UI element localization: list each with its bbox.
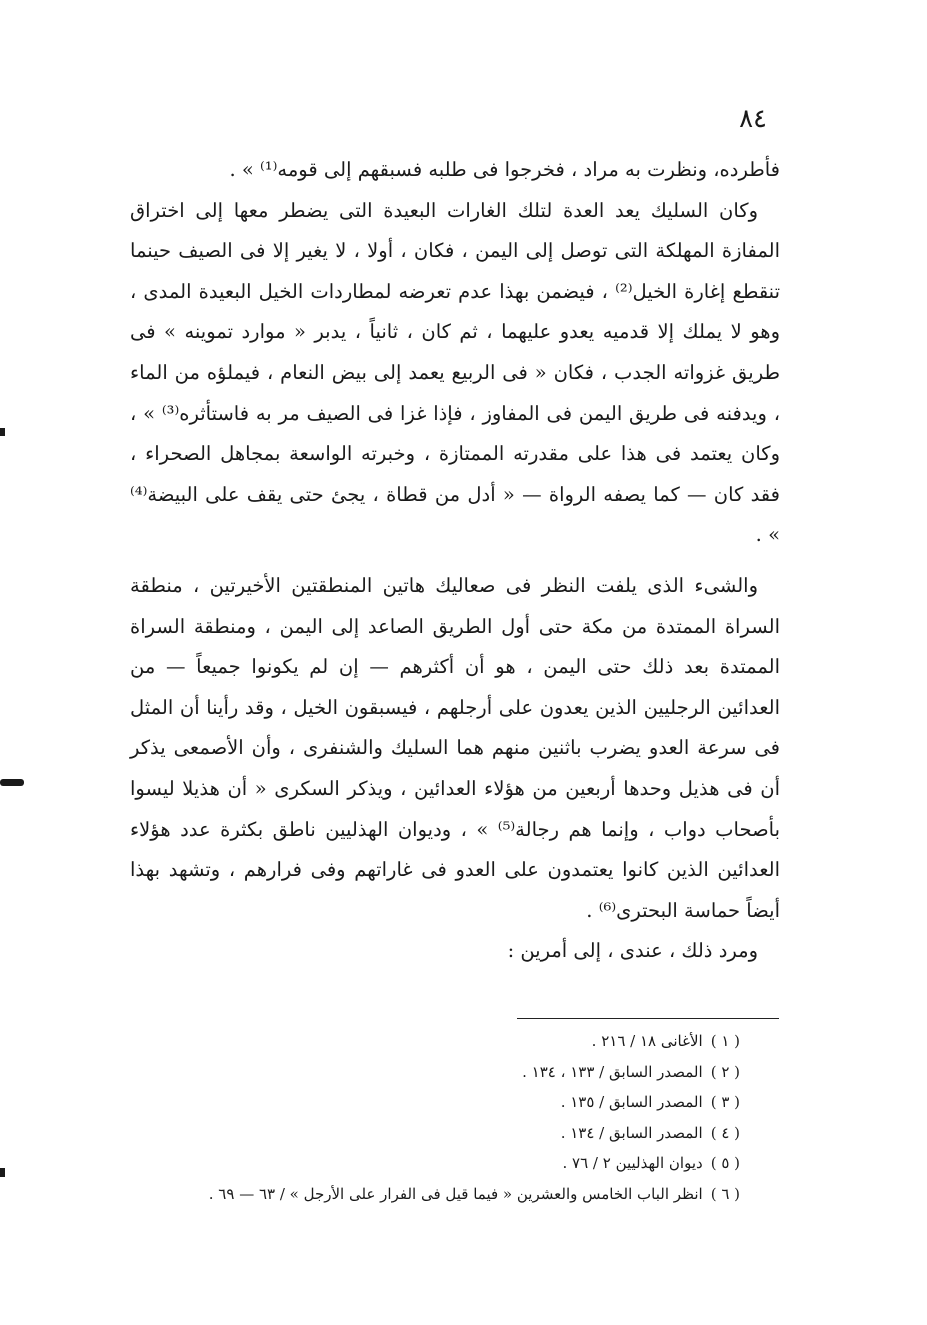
footnote-number: ( ٥ ) xyxy=(710,1154,740,1173)
footnote xyxy=(160,1026,740,1057)
footnote xyxy=(160,1057,740,1088)
scan-edge-mark xyxy=(0,1168,5,1177)
footnote-text: ديوان الهذليين ٢ / ٧٦ . xyxy=(562,1154,703,1173)
footnote-text: الأغانى ١٨ / ٢١٦ . xyxy=(591,1032,703,1050)
paragraph: وكان السليك يعد العدة لتلك الغارات البعيدة التى يضطر معها إلى اختراق المفازة المهلكة التى توصل إلى اليمن ، فكان ، أولا ، لا يغير إلا فى الصيف حينما تنقطع إغارة الخيل⁽²⁾ ، فيضمن بهذا عدم تعرضه لمطاردات الخيل البعيدة المدى ، وهو لا يملك إلا قدميه يعدو عليهما ، ثم كان ، ثانياً ، يدبر « موارد تموينه » فى طريق غزواته الجدب ، فكان « فى الربيع يعمد إلى بيض النعام ، فيملؤه من الماء ، ويدفنه فى طريق اليمن فى المفاوز ، فإذا غزا فى الصيف مر به فاستأثره⁽³⁾ » ، وكان يعتمد فى هذا على مقدرته الممتازة ، وخبرته الواسعة بمجاهل الصحراء ، فقد كان — كما يصفه الرواة — « أدل من قطاة ، يجئ حتى يقف على البيضة⁽⁴⁾ » . xyxy=(130,198,780,547)
footnote xyxy=(160,1179,740,1210)
paragraph: فأطرده، ونظرت به مراد ، فخرجوا فى طلبه فسبقهم إلى قومه⁽¹⁾ » . xyxy=(229,158,780,181)
scan-edge-mark xyxy=(0,428,5,436)
footnote-text: المصدر السابق / ١٣٣ ، ١٣٤ . xyxy=(522,1062,703,1081)
paragraph: ومرد ذلك ، عندى ، إلى أمرين : xyxy=(507,939,758,963)
footnote-number: ( ١ ) xyxy=(710,1032,740,1050)
footnote-text: المصدر السابق / ١٣٤ . xyxy=(560,1123,703,1142)
footnote xyxy=(160,1118,740,1149)
footnote-text: المصدر السابق / ١٣٥ . xyxy=(560,1093,703,1112)
page-number: ٨٤ xyxy=(739,104,767,134)
footnote-text: انظر الباب الخامس والعشرين « فيما قيل فى الفرار على الأرجل » / ٦٣ — ٦٩ . xyxy=(208,1184,703,1203)
footnote-number: ( ٤ ) xyxy=(710,1123,740,1142)
footnote xyxy=(160,1148,740,1179)
footnote-separator xyxy=(517,1018,779,1019)
paragraph: والشىء الذى يلفت النظر فى صعاليك هاتين المنطقتين الأخيرتين ، منطقة السراة الممتدة من مكة حتى أول الطريق الصاعد إلى اليمن ، ومنطقة السراة الممتدة بعد ذلك حتى اليمن ، هو أن أكثرهم — إن لم يكونوا جميعاً — من العدائين الرجليين الذين يعدون على أرجلهم ، فيسبقون الخيل ، وقد رأينا أن المثل فى سرعة العدو يضرب باثنين منهم هما السليك والشنفرى ، وأن الأصمعى يذكر أن فى هذيل وحدها أربعين من هؤلاء العدائين ، ويذكر السكرى « أن هذيلا ليسوا بأصحاب دواب ، وإنما هم رجالة⁽⁵⁾ » ، وديوان الهذليين ناطق بكثرة عدد هؤلاء العدائين الذين كانوا يعتمدون على العدو فى غاراتهم وفى فرارهم ، وتشهد بهذا أيضاً حماسة البحترى⁽⁶⁾ . xyxy=(130,573,780,922)
footnote-number: ( ٣ ) xyxy=(710,1093,740,1112)
footnote-number: ( ٢ ) xyxy=(710,1062,740,1081)
scan-edge-mark xyxy=(0,779,24,786)
footnote-number: ( ٦ ) xyxy=(710,1184,740,1203)
footnote xyxy=(160,1087,740,1118)
footnotes xyxy=(160,1026,740,1210)
body-text xyxy=(130,150,780,972)
